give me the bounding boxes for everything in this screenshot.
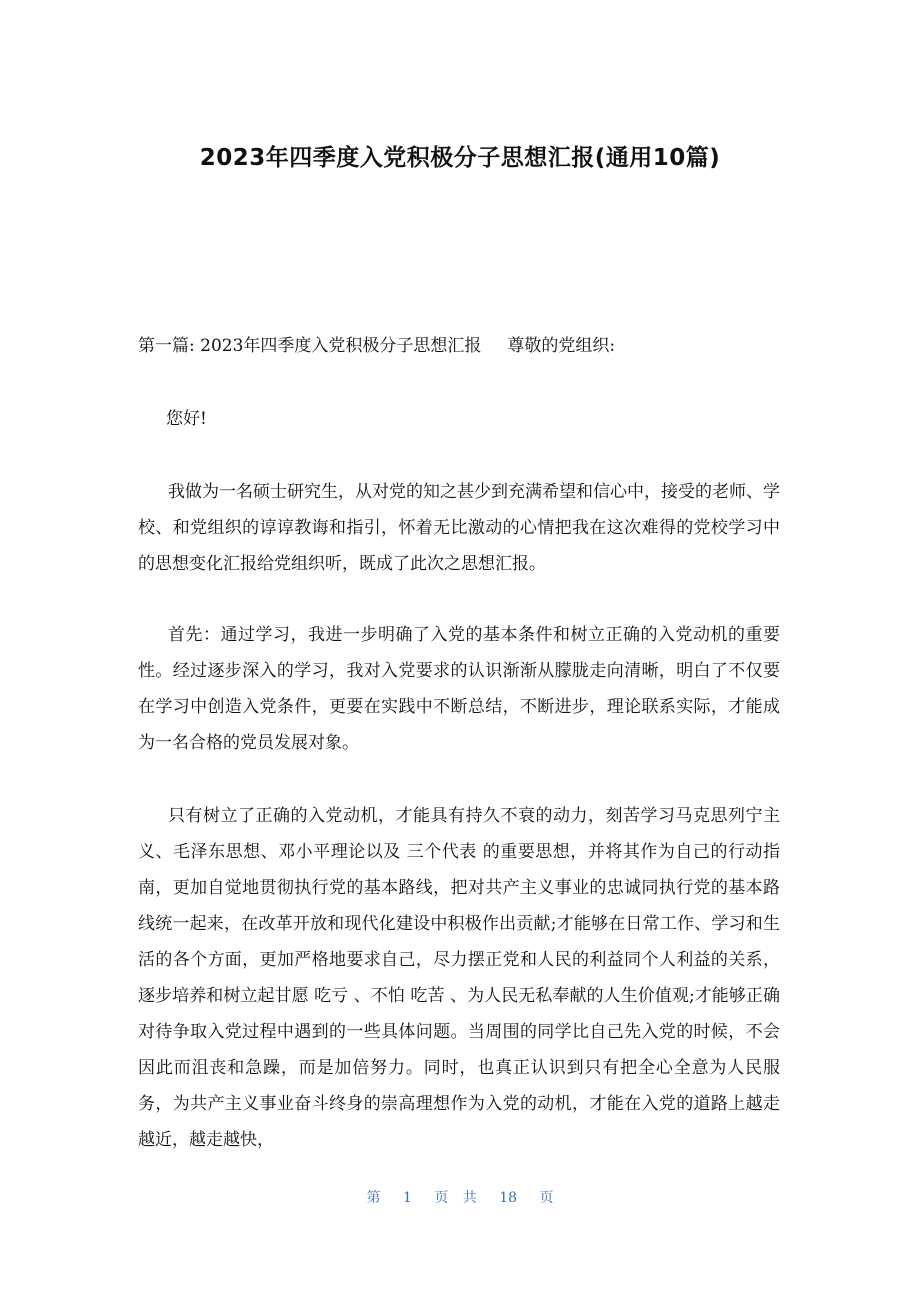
page-footer bbox=[0, 1187, 920, 1207]
total-pages-number: 18 bbox=[499, 1190, 518, 1206]
page-label-mid: 页 共 bbox=[434, 1190, 477, 1206]
page-label-prefix: 第 bbox=[366, 1190, 381, 1206]
paragraph-1: 我做为一名硕士研究生，从对党的知之甚少到充满希望和信心中，接受的老师、学校、和党组织的谆谆教诲和指引，怀着无比激动的心情把我在这次难得的党校学习中的思想变化汇报给党组织听，既成了此次之思想汇报。 bbox=[138, 482, 780, 574]
section-heading: 第一篇: 2023年四季度入党积极分子思想汇报 bbox=[138, 336, 482, 356]
greeting: 您好! bbox=[166, 409, 207, 429]
paragraph-3: 只有树立了正确的入党动机，才能具有持久不衰的动力，刻苦学习马克思列宁主义、毛泽东思想、邓小平理论以及 三个代表 的重要思想，并将其作为自己的行动指南，更加自觉地贯彻执行党的基本路线，把对共产主义事业的忠诚同执行党的基本路线统一起来，在改革开放和现代化建设中积极作出贡献;才能够在日常工作、学习和生活的各个方面，更加严格地要求自己，尽力摆正党和人民的利益同个人利益的关系，逐步培养和树立起甘愿 吃亏 、不怕 吃苦 、为人民无私奉献的人生价值观;才能够正确对待争取入党过程中遇到的一些具体问题。当周围的同学比自己先入党的时候，不会因此而沮丧和急躁，而是加倍努力。同时，也真正认识到只有把全心全意为人民服务，为共产主义事业奋斗终身的崇高理想作为入党的动机，才能在入党的道路上越走越近，越走越快， bbox=[138, 806, 780, 1150]
paragraph-2: 首先：通过学习，我进一步明确了入党的基本条件和树立正确的入党动机的重要性。经过逐步深入的学习，我对入党要求的认识渐渐从朦胧走向清晰，明白了不仅要在学习中创造入党条件，更要在实践中不断总结，不断进步，理论联系实际，才能成为一名合格的党员发展对象。 bbox=[138, 625, 780, 753]
document-title: 2023年四季度入党积极分子思想汇报(通用10篇) bbox=[199, 145, 721, 171]
page-label-suffix: 页 bbox=[539, 1190, 554, 1206]
section-heading-line bbox=[138, 333, 798, 359]
current-page-number: 1 bbox=[402, 1190, 412, 1206]
salutation: 尊敬的党组织: bbox=[507, 336, 616, 356]
